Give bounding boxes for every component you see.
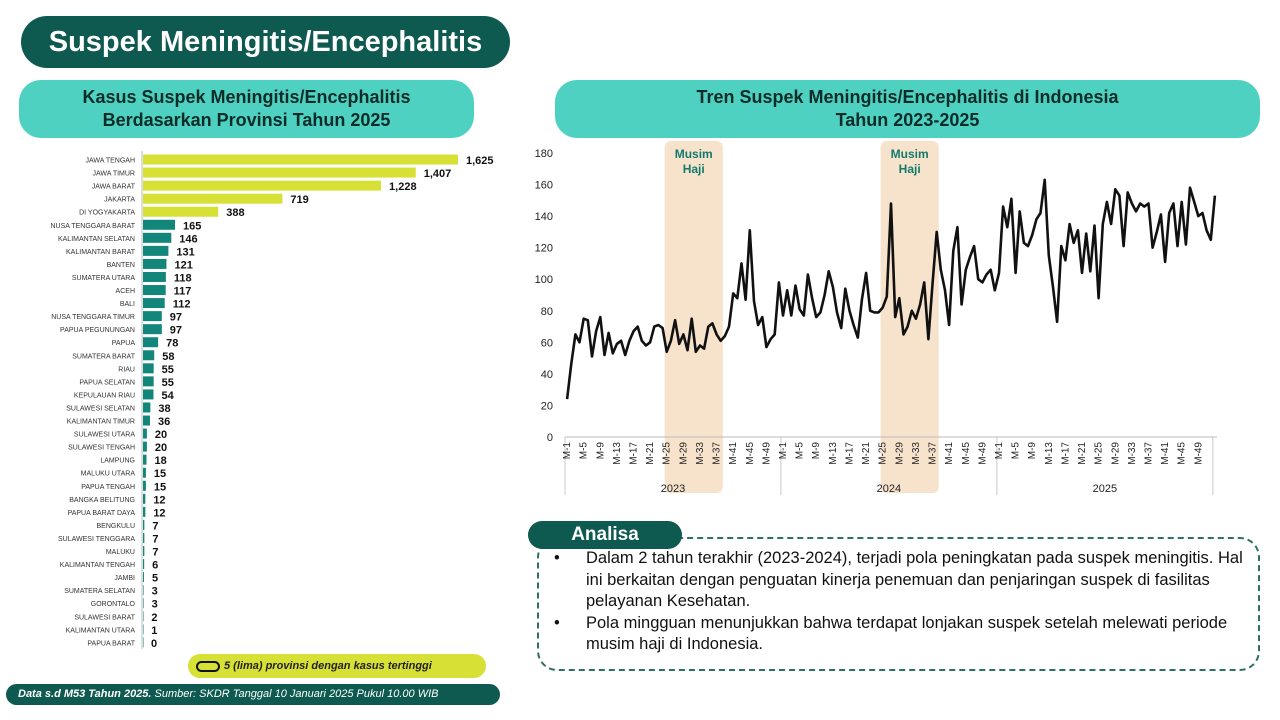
bar-category-label: BANGKA BELITUNG [69, 496, 135, 504]
line-chart-title-line2: Tahun 2023-2025 [835, 110, 980, 130]
bar-category-label: KALIMANTAN TENGAH [59, 562, 135, 570]
week-tick-label: M-29 [1110, 442, 1122, 465]
week-tick-label: M-13 [611, 442, 623, 465]
week-tick-label: M-9 [595, 442, 607, 460]
bar-category-label: PAPUA PEGUNUNGAN [60, 327, 135, 335]
week-tick-label: M-9 [811, 442, 823, 460]
bar-value-label: 1,407 [423, 168, 452, 181]
week-tick-label: M-5 [578, 442, 590, 460]
musim-haji-label: Musim [674, 147, 713, 161]
bar-category-label: JAMBI [114, 575, 135, 583]
bar-category-label: SUMATERA BARAT [72, 353, 135, 361]
bar-value-label: 7 [152, 546, 159, 559]
bar-category-label: PAPUA BARAT DAYA [67, 509, 135, 517]
bar-category-label: JAWA TIMUR [92, 170, 135, 178]
bar-value-label: 97 [169, 311, 183, 324]
bar-value-label: 1 [151, 624, 158, 637]
bar-value-label: 15 [153, 481, 167, 494]
y-tick-label: 60 [540, 337, 553, 350]
bar-value-label: 5 [151, 572, 159, 585]
year-label: 2025 [1092, 483, 1118, 495]
bar [143, 350, 154, 360]
bar-category-label: MALUKU [105, 549, 135, 557]
bar-value-label: 12 [153, 507, 166, 520]
bar [143, 416, 150, 426]
source-note [6, 684, 500, 705]
bar [143, 546, 144, 556]
bar [143, 572, 144, 582]
bar-category-label: PAPUA [111, 340, 135, 348]
line-chart-title-line1: Tren Suspek Meningitis/Encephalitis di Indonesia [696, 87, 1119, 107]
bar-category-label: KALIMANTAN TIMUR [66, 418, 135, 426]
bar-value-label: 55 [161, 376, 174, 389]
line-chart-title [555, 80, 1260, 138]
bar-value-label: 54 [161, 389, 174, 402]
week-tick-label: M-5 [794, 442, 806, 460]
week-tick-label: M-13 [1043, 442, 1055, 465]
week-tick-label: M-37 [1143, 442, 1155, 465]
bar [143, 194, 282, 204]
bar [143, 389, 153, 399]
musim-haji-band [665, 141, 723, 493]
bar [143, 533, 144, 543]
bar-value-label: 7 [152, 520, 159, 533]
bar-value-label: 0 [151, 637, 158, 650]
bar-value-label: 58 [162, 350, 175, 363]
page-title: Suspek Meningitis/Encephalitis [21, 16, 510, 68]
y-tick-label: 80 [540, 305, 553, 318]
legend-label: 5 (lima) provinsi dengan kasus tertinggi [224, 660, 432, 672]
week-tick-label: M-45 [744, 442, 756, 465]
week-tick-label: M-41 [728, 442, 740, 465]
bar [143, 611, 144, 621]
bar-value-label: 20 [154, 429, 168, 442]
y-tick-label: 40 [540, 368, 553, 381]
y-tick-label: 140 [534, 211, 553, 224]
bar [143, 481, 146, 491]
bar-category-label: SULAWESI SELATAN [66, 405, 135, 413]
week-tick-label: M-33 [694, 442, 706, 465]
bar [143, 181, 381, 191]
bar-category-label: GORONTALO [90, 601, 135, 609]
week-tick-label: M-17 [1060, 442, 1072, 465]
bar-value-label: 6 [152, 559, 159, 572]
bar-value-label: 12 [153, 494, 166, 507]
bar-category-label: JAWA BARAT [91, 183, 135, 191]
bar-category-label: RIAU [118, 366, 135, 374]
bar-value-label: 3 [151, 598, 158, 611]
week-tick-label: M-1 [778, 442, 790, 460]
week-tick-label: M-13 [827, 442, 839, 465]
week-tick-label: M-49 [977, 442, 989, 465]
bar-value-label: 131 [176, 246, 195, 259]
week-tick-label: M-49 [1193, 442, 1205, 465]
bar-value-label: 388 [226, 207, 245, 220]
bar-value-label: 18 [154, 455, 167, 468]
bar [143, 363, 154, 373]
bar [143, 272, 166, 282]
bar [143, 559, 144, 569]
bar [143, 429, 147, 439]
bar-value-label: 112 [172, 298, 191, 311]
bar [143, 207, 218, 217]
bar [143, 520, 144, 530]
week-tick-label: M-21 [861, 442, 873, 465]
bar [143, 311, 162, 321]
bar-value-label: 38 [158, 402, 171, 415]
week-tick-label: M-41 [944, 442, 956, 465]
bar-category-label: JAKARTA [104, 196, 135, 204]
bar-value-label: 7 [152, 533, 159, 546]
analysis-point: • Dalam 2 tahun terakhir (2023-2024), terjadi pola peningkatan pada suspek meningitis. Hal ini berkaitan dengan penguatan kinerja penemuan dan penjaringan suspek di fasilitas pelayanan Kesehatan. [548, 548, 1248, 613]
week-tick-label: M-45 [1176, 442, 1188, 465]
y-tick-label: 180 [534, 148, 553, 160]
bar [143, 494, 145, 504]
bar-category-label: KALIMANTAN SELATAN [57, 235, 135, 243]
y-tick-label: 100 [534, 274, 553, 287]
bar-value-label: 1,625 [466, 155, 494, 168]
week-tick-label: M-1 [562, 442, 574, 460]
bar-value-label: 55 [161, 363, 174, 376]
legend-swatch-icon [196, 661, 220, 672]
bar-value-label: 719 [290, 194, 309, 207]
bar [143, 585, 144, 595]
bar [143, 637, 144, 647]
bar-category-label: DI YOGYAKARTA [79, 209, 135, 217]
week-tick-label: M-9 [1027, 442, 1039, 460]
week-tick-label: M-33 [910, 442, 922, 465]
week-tick-label: M-37 [711, 442, 723, 465]
bar [143, 220, 175, 230]
bar-value-label: 20 [154, 442, 168, 455]
bar-category-label: SUMATERA UTARA [71, 274, 135, 282]
bar-value-label: 36 [157, 416, 171, 429]
bar [143, 324, 162, 334]
bar-value-label: 117 [173, 285, 192, 298]
bar-category-label: LAMPUNG [100, 457, 135, 465]
year-label: 2023 [660, 483, 686, 495]
week-tick-label: M-25 [877, 442, 889, 465]
week-tick-label: M-45 [960, 442, 972, 465]
bar [143, 442, 147, 452]
bar-value-label: 78 [166, 337, 179, 350]
bar [143, 285, 166, 295]
bar [143, 168, 416, 178]
bar-category-label: SUMATERA SELATAN [64, 588, 135, 596]
bar [143, 298, 165, 308]
week-tick-label: M-1 [993, 442, 1005, 460]
trend-line-chart [520, 140, 1240, 500]
bar [143, 246, 168, 256]
bar [143, 155, 458, 165]
bar-category-label: SULAWESI UTARA [73, 431, 135, 439]
analysis-label: Analisa [528, 521, 682, 549]
week-tick-label: M-21 [645, 442, 657, 465]
week-tick-label: M-17 [628, 442, 640, 465]
week-tick-label: M-5 [1010, 442, 1022, 460]
bar-category-label: BENGKULU [96, 522, 135, 530]
y-tick-label: 0 [546, 432, 553, 444]
bar-value-label: 15 [153, 468, 167, 481]
bar-category-label: NUSA TENGGARA TIMUR [51, 314, 135, 322]
musim-haji-label: Haji [682, 162, 705, 176]
bar-category-label: SULAWESI TENGGARA [57, 535, 135, 543]
bar-category-label: KALIMANTAN UTARA [65, 627, 135, 635]
bar-value-label: 121 [174, 259, 193, 272]
province-bar-chart [0, 145, 500, 655]
bar-category-label: JAWA TENGAH [85, 157, 135, 165]
bar [143, 337, 158, 347]
week-tick-label: M-37 [927, 442, 939, 465]
bar-category-label: PAPUA SELATAN [79, 379, 135, 387]
musim-haji-label: Haji [898, 162, 921, 176]
bar-category-label: SULAWESI TENGAH [68, 444, 135, 452]
week-tick-label: M-29 [678, 442, 690, 465]
bar-category-label: BALI [119, 301, 135, 309]
source-note-text: Sumber: SKDR Tanggal 10 Januari 2025 Pukul 10.00 WIB [151, 688, 439, 700]
week-tick-label: M-29 [894, 442, 906, 465]
week-tick-label: M-25 [661, 442, 673, 465]
bar-value-label: 2 [151, 611, 158, 624]
bar-value-label: 165 [182, 220, 202, 233]
bar [143, 376, 154, 386]
bar-value-label: 118 [173, 272, 192, 285]
source-note-bold: Data s.d M53 Tahun 2025. [18, 688, 152, 700]
bar-category-label: SULAWESI BARAT [74, 614, 135, 622]
musim-haji-label: Musim [890, 147, 929, 161]
analysis-list [548, 548, 1248, 656]
week-tick-label: M-41 [1160, 442, 1172, 465]
bar [143, 402, 150, 412]
bar-value-label: 146 [179, 233, 198, 246]
bar-category-label: NUSA TENGGARA BARAT [50, 222, 135, 230]
bar [143, 468, 146, 478]
bar-category-label: PAPUA BARAT [87, 640, 135, 648]
bar-category-label: KALIMANTAN BARAT [66, 248, 135, 256]
bar-category-label: BANTEN [106, 261, 135, 269]
bar-value-label: 97 [169, 324, 183, 337]
bar-category-label: KEPULAUAN RIAU [73, 392, 135, 400]
bar-value-label: 3 [151, 585, 158, 598]
bar [143, 455, 146, 465]
week-tick-label: M-33 [1126, 442, 1138, 465]
bar-category-label: PAPUA TENGAH [81, 483, 135, 491]
bar [143, 259, 166, 269]
bar-chart-title-line2: Berdasarkan Provinsi Tahun 2025 [102, 110, 391, 130]
y-tick-label: 120 [534, 242, 553, 255]
week-tick-label: M-21 [1077, 442, 1089, 465]
bar [143, 598, 144, 608]
analysis-point: • Pola mingguan menunjukkan bahwa terdapat lonjakan suspek setelah melewati periode musim haji di Indonesia. [548, 613, 1248, 656]
bar [143, 507, 145, 517]
bar [143, 624, 144, 634]
y-tick-label: 160 [534, 179, 553, 192]
bar-category-label: ACEH [115, 288, 135, 296]
bar-value-label: 1,228 [389, 181, 417, 194]
week-tick-label: M-49 [761, 442, 773, 465]
bar-chart-title-line1: Kasus Suspek Meningitis/Encephalitis [82, 87, 411, 107]
bar-chart-title [19, 80, 474, 138]
week-tick-label: M-25 [1093, 442, 1105, 465]
bar-category-label: MALUKU UTARA [80, 470, 135, 478]
top5-legend [188, 654, 486, 678]
week-tick-label: M-17 [844, 442, 856, 465]
bar [143, 233, 171, 243]
y-tick-label: 20 [540, 400, 553, 413]
year-label: 2024 [876, 483, 902, 495]
